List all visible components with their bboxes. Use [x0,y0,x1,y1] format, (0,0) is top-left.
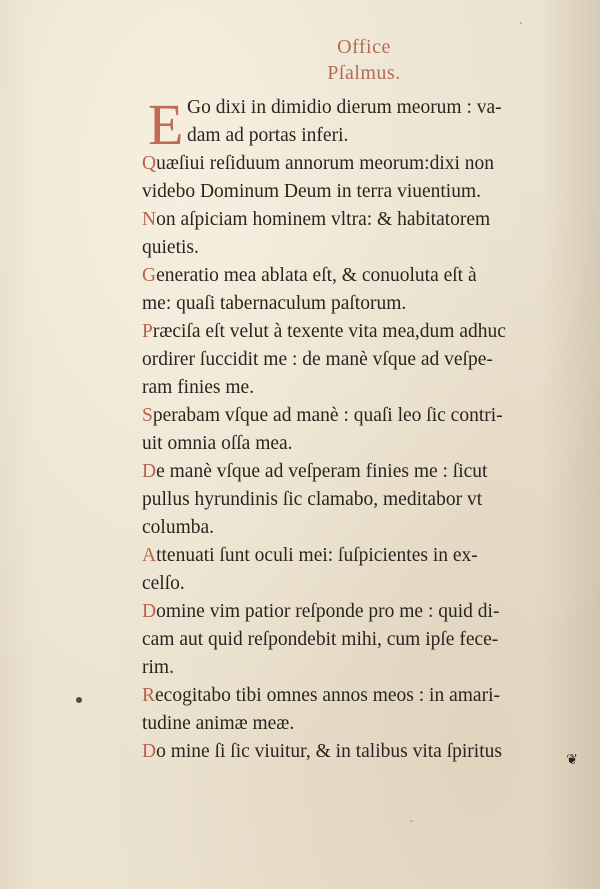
verse-line-text: quietis. [142,237,199,258]
verse-line [142,738,582,766]
verse-line-text: o mine ſi ſic viuitur, & in talibus vita ſpiritus [156,741,502,762]
paper-speck [410,820,413,822]
verse-line [142,654,582,682]
verse-line [142,262,582,290]
verse-line [142,94,582,122]
verse-line-text: eneratio mea ablata eſt, & conuoluta eſt à [156,265,477,286]
verse [142,542,582,598]
verse-line [142,290,582,318]
verse-initial: P [142,321,153,342]
verse [142,206,582,262]
verse-line [142,402,582,430]
verse-line-text: on aſpiciam hominem vltra: & habitatorem [156,209,491,230]
verse-line [142,598,582,626]
verse-initial: D [142,461,157,482]
ornament-mark: ❦ [566,753,578,768]
verse-line [142,150,582,178]
verse-line-text: tudine animæ meæ. [142,713,295,734]
section-heading-psalmus: Pſalmus. [327,62,401,84]
verse-line-text: columba. [142,517,215,538]
verse-line [142,122,582,150]
verse-line-text: Go dixi in dimidio dierum meorum : va- [187,97,502,118]
verse-initial: N [142,209,157,230]
drop-cap: E [148,92,184,157]
verse-initial: Q [142,153,157,174]
verse-initial: D [142,741,157,762]
verse [142,92,582,157]
verse-line [142,430,582,458]
verse [142,402,582,458]
verse-initial: G [142,265,157,286]
verse-initial: A [142,545,157,566]
verse-line [142,178,582,206]
verse-line [142,486,582,514]
verse-initial: D [142,601,157,622]
verse-line [142,318,582,346]
verse-line [142,374,582,402]
verse-line-text: cam aut quid reſpondebit mihi, cum ipſe fece- [142,629,499,650]
verse-line-text: ræciſa eſt velut à texente vita mea,dum adhuc [152,321,506,342]
verse [142,682,582,738]
verse-line-text: pullus hyrundinis ſic clamabo, meditabor vt [142,489,483,510]
verse [142,262,582,318]
verse-line [142,682,582,710]
verse [142,318,582,402]
verse-line-text: rim. [142,657,174,678]
psalm-text [142,94,582,766]
verse-line [142,514,582,542]
ink-spot [76,697,82,703]
verse-line [142,458,582,486]
verse-line-text: ordirer ſuccidit me : de manè vſque ad veſpe- [142,349,493,370]
verse-line-text: celſo. [142,573,185,594]
verse-line [142,542,582,570]
verse-line [142,234,582,262]
verse-line [142,206,582,234]
verse-line [142,346,582,374]
verse [142,598,582,682]
verse-line [142,710,582,738]
verse-line-text: ram finies me. [142,377,255,398]
verse-line [142,570,582,598]
verse-line-text: dam ad portas inferi. [187,125,349,146]
verse-line-text: videbo Dominum Deum in terra viuentium. [142,181,482,202]
verse-line-text: me: quaſi tabernaculum paſtorum. [142,293,407,314]
verse-line-text: uæſiui reſiduum annorum meorum:dixi non [156,153,495,174]
verse [142,150,582,206]
section-heading-office: Office [337,36,391,58]
verse-line-text: ttenuati ſunt oculi mei: ſuſpicientes in ex- [156,545,478,566]
verse-line-text: uit omnia oſſa mea. [142,433,293,454]
verse [142,738,582,766]
verse-line-text: ecogitabo tibi omnes annos meos : in amari- [155,685,500,706]
verse-initial: R [142,685,156,706]
verse-line [142,626,582,654]
verse-line-text: e manè vſque ad veſperam finies me : ſicut [156,461,488,482]
paper-speck [520,22,522,24]
verse-line-text: perabam vſque ad manè : quaſi leo ſic contri- [152,405,503,426]
verse-line-text: omine vim patior reſponde pro me : quid di- [156,601,500,622]
verse-initial: S [142,405,153,426]
verse [142,458,582,542]
